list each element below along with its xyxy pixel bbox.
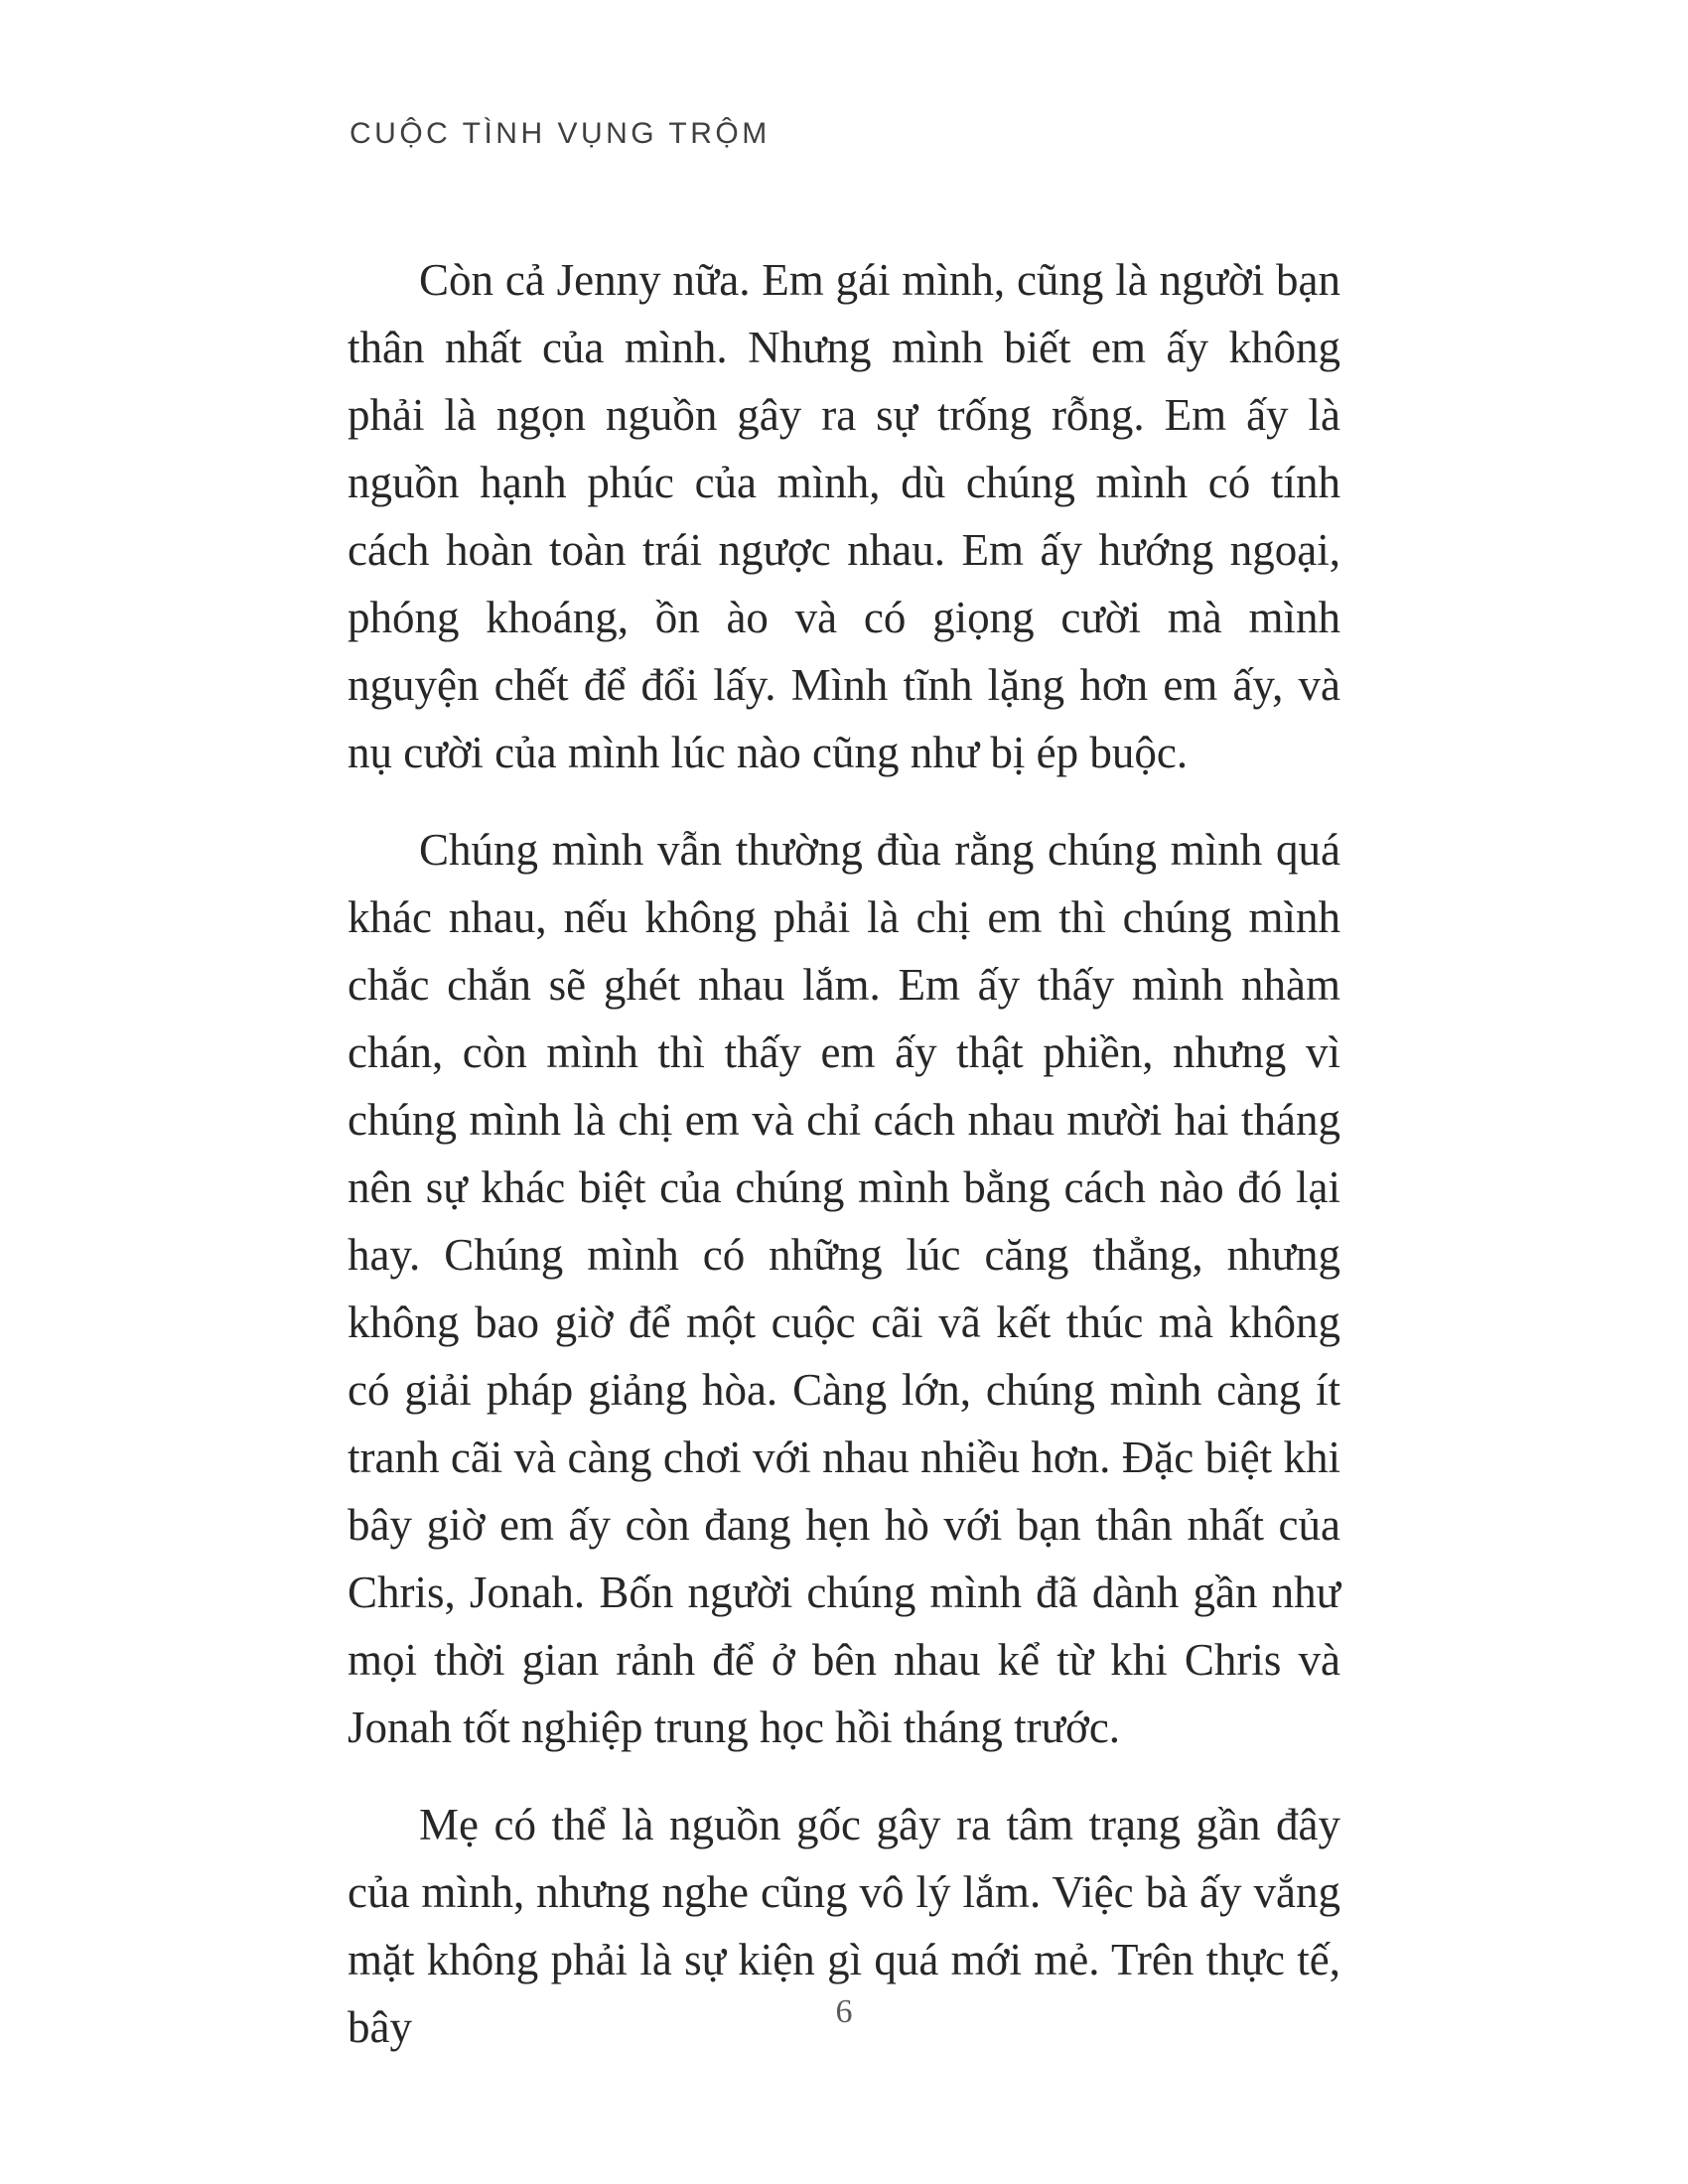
paragraph: Chúng mình vẫn thường đùa rằng chúng mình quá khác nhau, nếu không phải là chị em thì chúng mình chắc chắn sẽ ghét nhau lắm. Em ấy thấy mình nhàm chán, còn mình thì thấy em ấy thật phiền, nhưng vì chúng mình là chị em và chỉ cách nhau mười hai tháng nên sự khác biệt của chúng mình bằng cách nào đó lại hay. Chúng mình có những lúc căng thẳng, nhưng không bao giờ để một cuộc cãi vã kết thúc mà không có giải pháp giảng hòa. Càng lớn, chúng mình càng ít tranh cãi và càng chơi với nhau nhiều hơn. Đặc biệt khi bây giờ em ấy còn đang hẹn hò với bạn thân nhất của Chris, Jonah. Bốn người chúng mình đã dành gần như mọi thời gian rảnh để ở bên nhau kể từ khi Chris và Jonah tốt nghiệp trung học hồi tháng trước. — [348, 825, 1340, 1752]
running-header: CUỘC TÌNH VỤNG TRỘM — [350, 117, 771, 150]
page-number: 6 — [835, 1993, 853, 2030]
paragraph: Còn cả Jenny nữa. Em gái mình, cũng là người bạn thân nhất của mình. Nhưng mình biết em ấy không phải là ngọn nguồn gây ra sự trống rỗng. Em ấy là nguồn hạnh phúc của mình, dù chúng mình có tính cách hoàn toàn trái ngược nhau. Em ấy hướng ngoại, phóng khoáng, ồn ào và có giọng cười mà mình nguyện chết để đổi lấy. Mình tĩnh lặng hơn em ấy, và nụ cười của mình lúc nào cũng như bị ép buộc. — [348, 255, 1340, 777]
paragraph: Mẹ có thể là nguồn gốc gây ra tâm trạng gần đây của mình, nhưng nghe cũng vô lý lắm. Việc bà ấy vắng mặt không phải là sự kiện gì quá mới mẻ. Trên thực tế, bây — [348, 1800, 1340, 2052]
body-text — [348, 246, 1340, 2061]
